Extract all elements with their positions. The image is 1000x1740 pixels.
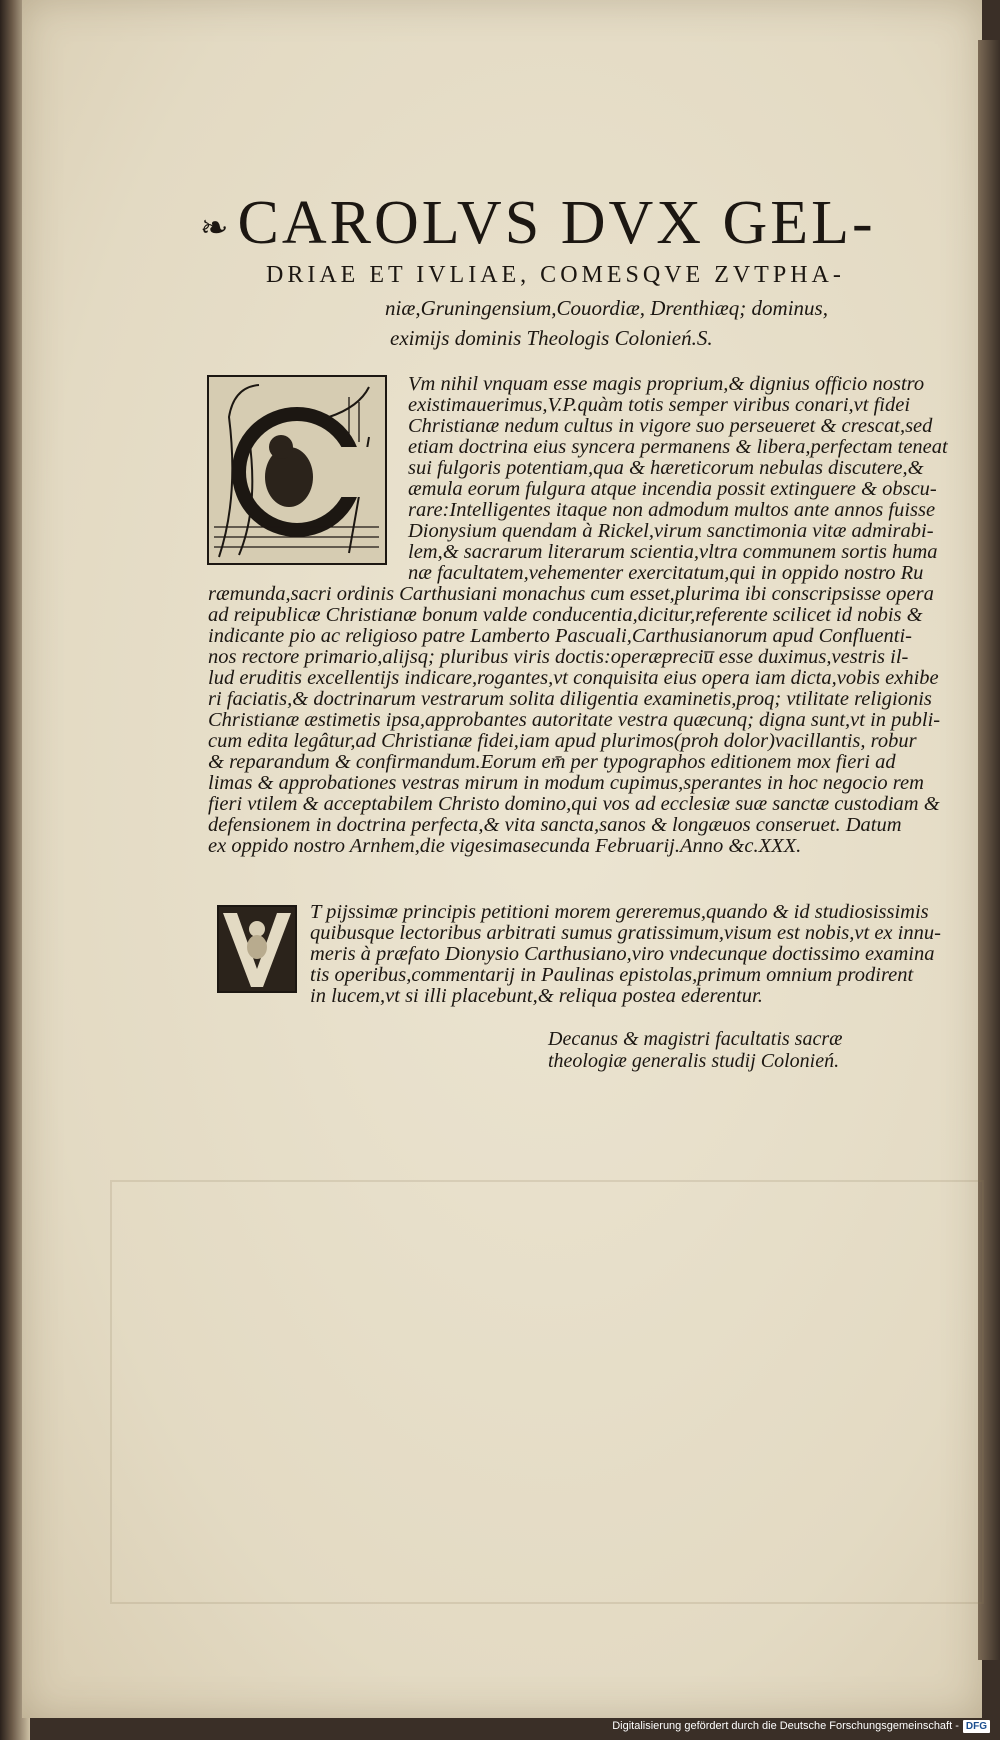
reply-line: T pijssimæ principis petitioni morem gereremus,quando & id studiosissimis bbox=[310, 901, 929, 923]
heading-subtitle: DRIAE ET IVLIAE, COMESQVE ZVTPHA- bbox=[266, 262, 845, 288]
letter-line: & reparandum & confirmandum.Eorum em̄ per typographos editionem mox fieri ad bbox=[208, 751, 896, 773]
letter-line: fieri vtilem & acceptabilem Christo domino,qui vos ad ecclesiæ suæ sanctæ custodiam & bbox=[208, 793, 940, 815]
letter-line: næ facultatem,vehementer exercitatum,qui in oppido nostro Ru bbox=[408, 562, 924, 584]
letter-line: existimauerimus,V.P.quàm totis semper viribus conari,vt fidei bbox=[408, 394, 911, 416]
woodcut-initial-v-icon bbox=[217, 905, 297, 993]
heading-title bbox=[200, 188, 960, 264]
letter-line: ri faciatis,& doctrinarum vestrarum solita diligentia examinetis,proq; vtilitate religionis bbox=[208, 688, 932, 710]
reply-line: meris à præfato Dionysio Carthusiano,viro vndecunque doctissimo examina bbox=[310, 943, 935, 965]
letter-line: ræmunda,sacri ordinis Carthusiani monachus cum esset,plurima ibi conscripsisse opera bbox=[208, 583, 934, 605]
show-through-frame bbox=[110, 1180, 984, 1604]
dfg-logo-icon: DFG bbox=[963, 1720, 990, 1733]
digitization-credit bbox=[612, 1718, 990, 1734]
letter-line: indicante pio ac religioso patre Lamberto Pascuali,Carthusianorum apud Confluenti- bbox=[208, 625, 912, 647]
letter-line: lem,& sacrarum literarum scientia,vltra communem sortis huma bbox=[408, 541, 938, 563]
letter-line: ex oppido nostro Arnhem,die vigesimasecunda Februarij.Anno &c.XXX. bbox=[208, 835, 802, 857]
letter-line: nos rectore primario,alijsq; pluribus viris doctis:operæpreciu̅ esse duximus,vestris il- bbox=[208, 646, 909, 668]
reply-line: in lucem,vt si illi placebunt,& reliqua postea ederentur. bbox=[310, 985, 763, 1007]
letter-line: Christianæ nedum cultus in vigore suo perseueret & crescat,sed bbox=[408, 415, 933, 437]
letter-line: Christianæ æstimetis ipsa,approbantes autoritate vestra quæcunq; digna sunt,vt in publi- bbox=[208, 709, 941, 731]
letter-line: rare:Intelligentes itaque non admodum multos ante annos fuisse bbox=[408, 499, 936, 521]
letter-line: Dionysium quendam à Rickel,virum sanctimonia vitæ admirabi- bbox=[408, 520, 934, 542]
fleuron-ornament-icon: ❧ bbox=[200, 209, 232, 247]
reply-line: quibusque lectoribus arbitrati sumus gratissimum,visum est nobis,vt ex innu- bbox=[310, 922, 941, 944]
reply-line: tis operibus,commentarij in Paulinas epistolas,primum omnium prodirent bbox=[310, 964, 914, 986]
letter-line: ad reipublicæ Christianæ bonum valde conducentia,dicitur,referente scilicet id nobis & bbox=[208, 604, 923, 626]
heading-addressee: eximijs dominis Theologis Colonień.S. bbox=[390, 326, 713, 350]
signature-line: Decanus & magistri facultatis sacræ bbox=[548, 1028, 843, 1050]
letter-line: æmula eorum fulgura atque incendia possit extinguere & obscu- bbox=[408, 478, 937, 500]
letter-line: Vm nihil vnquam esse magis proprium,& dignius officio nostro bbox=[408, 373, 925, 395]
letter-line: defensionem in doctrina perfecta,& vita sancta,sanos & longæuos conseruet. Datum bbox=[208, 814, 902, 836]
heading-titles: niæ,Gruningensium,Couordiæ, Drenthiæq; dominus, bbox=[385, 296, 828, 320]
signature-line: theologiæ generalis studij Colonień. bbox=[548, 1050, 840, 1072]
woodcut-initial-c-icon bbox=[207, 375, 387, 565]
credit-text: Digitalisierung gefördert durch die Deutsche Forschungsgemeinschaft - bbox=[612, 1720, 959, 1732]
letter-line: limas & approbationes vestras mirum in modum cupimus,sperantes in hoc negocio rem bbox=[208, 772, 924, 794]
letter-line: cum edita legâtur,ad Christianæ fidei,iam apud plurimos(proh dolor)vacillantis, robur bbox=[208, 730, 917, 752]
heading-title-text: CAROLVS DVX GEL- bbox=[237, 189, 876, 257]
letter-line: etiam doctrina eius syncera permanens & libera,perfectam teneat bbox=[408, 436, 948, 458]
letter-line: lud eruditis excellentijs indicare,rogantes,vt conquisita eius opera iam dicta,vobis exhibe bbox=[208, 667, 939, 689]
letter-line: sui fulgoris potentiam,qua & hæreticorum nebulas discutere,& bbox=[408, 457, 924, 479]
